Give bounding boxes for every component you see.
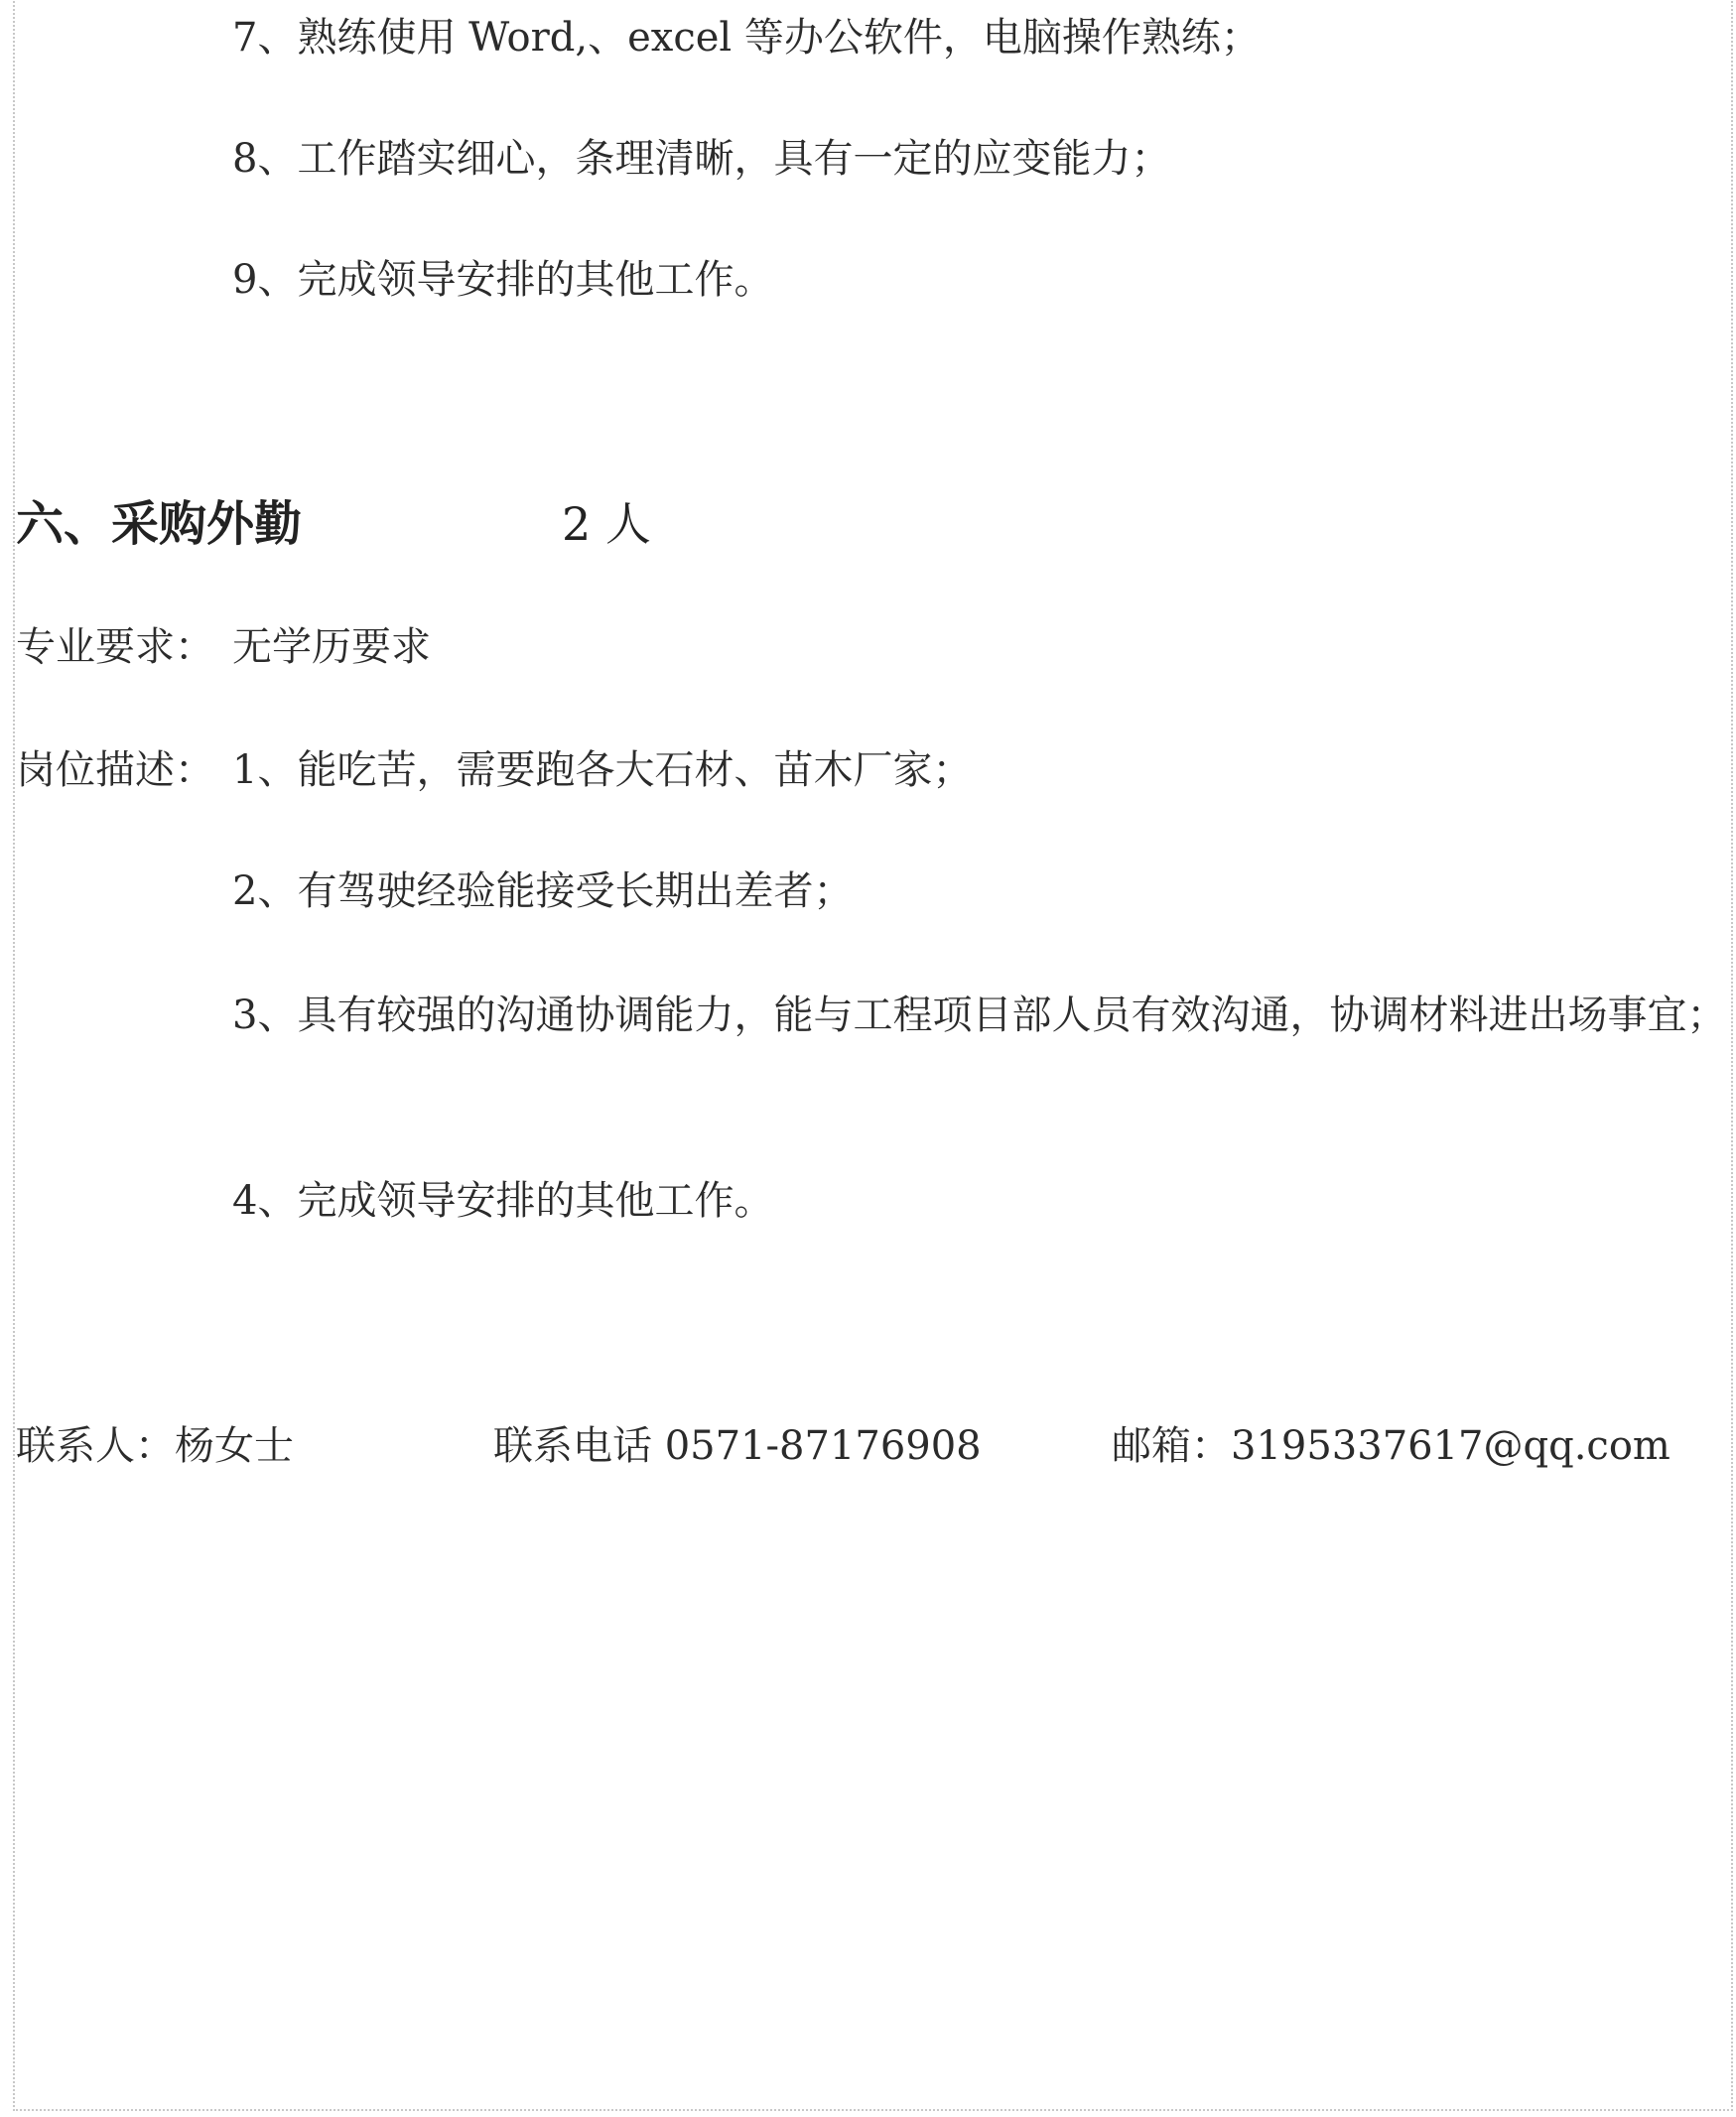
list-item: 1、能吃苦，需要跑各大石材、苗木厂家；	[232, 747, 973, 793]
list-item: 4、完成领导安排的其他工作。	[232, 1178, 774, 1224]
section-headcount: 2 人	[562, 497, 651, 551]
contact-phone: 联系电话 0571-87176908	[493, 1423, 982, 1469]
list-item: 2、有驾驶经验能接受长期出差者；	[232, 868, 854, 914]
list-item: 7、熟练使用 Word,、excel 等办公软件，电脑操作熟练；	[232, 15, 1261, 61]
list-item: 8、工作踏实细心，条理清晰，具有一定的应变能力；	[232, 136, 1171, 182]
page-frame	[13, 0, 1733, 2111]
contact-email: 邮箱：3195337617@qq.com	[1112, 1423, 1670, 1469]
major-value: 无学历要求	[232, 624, 431, 670]
list-item: 3、具有较强的沟通协调能力，能与工程项目部人员有效沟通，协调材料进出场事宜；	[232, 992, 1727, 1038]
contact-person: 联系人：杨女士	[16, 1423, 294, 1469]
list-item: 9、完成领导安排的其他工作。	[232, 257, 774, 303]
description-label: 岗位描述：	[16, 747, 214, 793]
section-heading: 六、采购外勤	[16, 496, 303, 552]
major-label: 专业要求：	[16, 624, 214, 670]
